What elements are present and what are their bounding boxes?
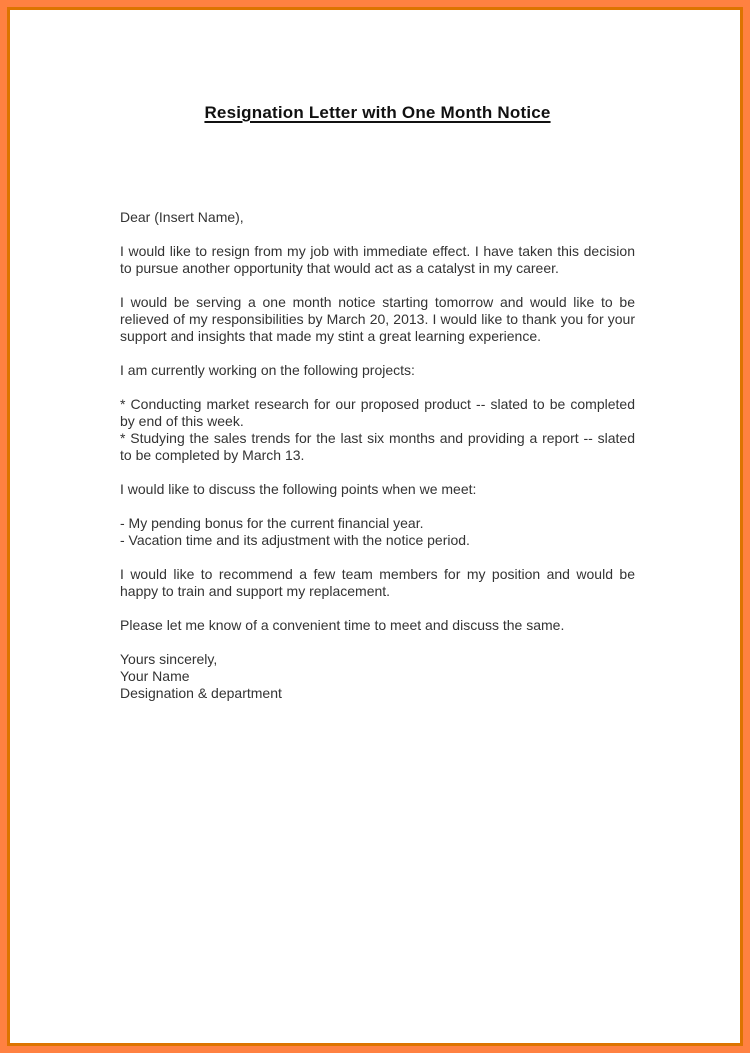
project-list [120, 396, 635, 464]
letter-title: Resignation Letter with One Month Notice [204, 103, 551, 122]
discussion-item: - Vacation time and its adjustment with the notice period. [120, 532, 470, 548]
discussion-item: - My pending bonus for the current financial year. [120, 515, 424, 531]
paragraph-discussion-intro: I would like to discuss the following points when we meet: [120, 481, 477, 497]
closing-sender-designation: Designation & department [120, 685, 282, 701]
paragraph-notice-period: I would be serving a one month notice starting tomorrow and would like to be relieved of my responsibilities by March 20, 2013. I would like to thank you for your support and insights that made my stint a great learning experience. [120, 294, 635, 344]
paragraph-meeting-request: Please let me know of a convenient time to meet and discuss the same. [120, 617, 565, 633]
closing-sender-name: Your Name [120, 668, 190, 684]
paragraph-resignation: I would like to resign from my job with immediate effect. I have taken this decision to pursue another opportunity that would act as a catalyst in my career. [120, 243, 635, 276]
closing-valediction: Yours sincerely, [120, 651, 218, 667]
discussion-list [120, 515, 635, 549]
letter-page [7, 7, 743, 1046]
paragraph-projects-intro: I am currently working on the following projects: [120, 362, 415, 378]
closing-block [120, 651, 635, 702]
salutation: Dear (Insert Name), [120, 209, 244, 225]
paragraph-recommendation: I would like to recommend a few team members for my position and would be happy to train and support my replacement. [120, 566, 635, 599]
project-item: * Conducting market research for our proposed product -- slated to be completed by end of this week. [120, 396, 635, 429]
project-item: * Studying the sales trends for the last six months and providing a report -- slated to be completed by March 13. [120, 430, 635, 463]
